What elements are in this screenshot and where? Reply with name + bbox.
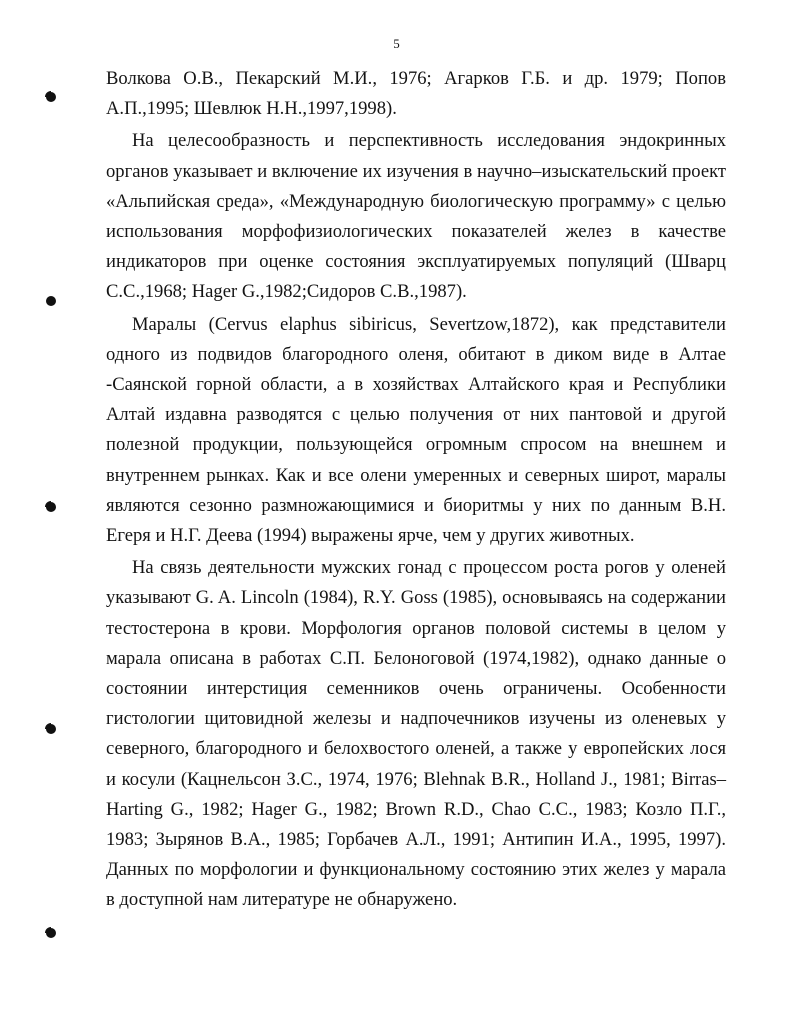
paragraph-4: На связь деятельности мужских гонад с процессом роста рогов у оленей указывают G. A. Lincoln (1984), R.Y. Goss (1985), основываясь на содержании тестостерона в крови. Морфология органов половой системы в целом у марала описана в работах С.П. Белоноговой (1974,1982), однако данные о состоянии интерстиция семенников очень ограничены. Особенности гистологии щитовидной железы и надпочечников изучены из оленевых у северного, благородного и белохвостого оленей, а также у европейских лося и косули (Кацнельсон З.С., 1974, 1976; Blehnak B.R., Holland J., 1981; Birras–Harting G., 1982; Hager G., 1982; Brown R.D., Chao C.C., 1983; Козло П.Г., 1983; Зырянов В.А., 1985; Горбачев А.Л., 1991; Антипин И.А., 1995, 1997). Данных по морфологии и функциональному состоянию этих желез у марала в доступной нам литературе не обнаружено. [106,557,726,911]
punch-hole-icon [44,926,58,940]
document-body [106,64,726,918]
punch-hole-icon [44,722,58,736]
paragraph-3: Маралы (Cervus elaphus sibiricus, Severtzow,1872), как представители одного из подвидов благородного оленя, обитают в диком виде в Алтае -Саянской горной области, а в хозяйствах Алтайского края и Республики Алтай издавна разводятся с целью получения от них пантовой и другой полезной продукции, пользующейся огромным спросом на внешнем и внутреннем рынках. Как и все олени умеренных и северных широт, маралы являются сезонно размножающимися и биоритмы у них по данным В.Н. Егеря и Н.Г. Деева (1994) выражены ярче, чем у других животных. [106,313,726,547]
paragraph-2: На целесообразность и перспективность исследования эндокринных органов указывает и включение их изучения в научно–изыскательский проект «Альпийская среда», «Международную биологическую программу» с целью использования морфофизиологических показателей желез в качестве индикаторов при оценке состояния эксплуатируемых популяций (Шварц С.С.,1968; Hager G.,1982;Сидоров С.В.,1987). [106,130,726,303]
paragraph-1: Волкова О.В., Пекарский М.И., 1976; Агарков Г.Б. и др. 1979; Попов А.П.,1995; Шевлюк Н.Н.,1997,1998). [106,68,726,120]
punch-hole-icon [44,500,58,514]
punch-hole-icon [44,90,58,104]
punch-hole-icon [44,294,58,308]
page-number: 5 [393,36,400,51]
